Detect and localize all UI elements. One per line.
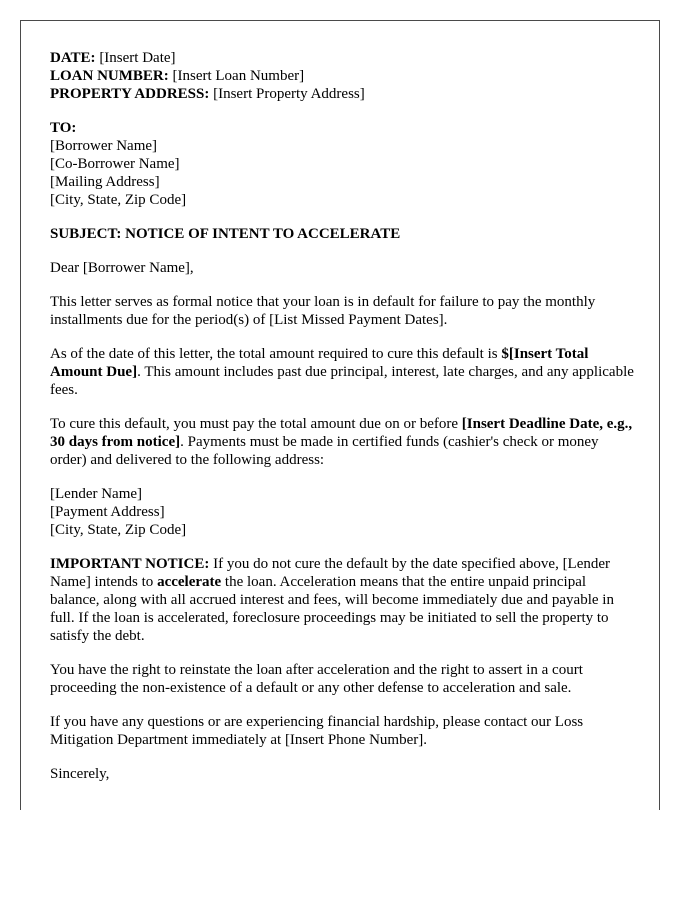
property-address-value: [Insert Property Address] — [209, 86, 365, 102]
paragraph-default-notice: This letter serves as formal notice that your loan is in default for failure to pay the monthly installments due for the period(s) of [List Missed Payment Dates]. — [50, 294, 596, 328]
date-line — [50, 49, 635, 67]
important-notice-label: IMPORTANT NOTICE: — [50, 556, 210, 572]
paragraph-contact: If you have any questions or are experiencing financial hardship, please contact our Loss Mitigation Department immediately at [Insert Phone Number]. — [50, 714, 584, 748]
to-label: TO: — [50, 120, 77, 136]
cure-deadline-bold: [Insert Deadline Date, e.g., 30 days from notice] — [50, 416, 633, 450]
paragraph-reinstate-right: You have the right to reinstate the loan after acceleration and the right to assert in a court proceeding the non-existence of a default or any other defense to acceleration and sale. — [50, 662, 583, 696]
important-notice-text-2: the loan. Acceleration means that the entire unpaid principal balance, along with all accrued interest and fees, will become immediately due and payable in full. If the loan is accelerated, foreclosure proceedings may be initiated to sell the property to satisfy the debt. — [50, 574, 614, 644]
co-borrower-name: [Co-Borrower Name] — [50, 156, 180, 172]
subject-line: SUBJECT: NOTICE OF INTENT TO ACCELERATE — [50, 226, 401, 242]
property-address-line — [50, 85, 635, 103]
city-state-zip: [City, State, Zip Code] — [50, 192, 187, 208]
paragraph-important-notice — [50, 555, 635, 645]
date-label: DATE: — [50, 50, 96, 66]
amount-due-text-before: As of the date of this letter, the total amount required to cure this default is — [50, 346, 502, 362]
paragraph-cure-deadline — [50, 415, 635, 469]
recipient-block — [50, 119, 635, 209]
cure-text-before: To cure this default, you must pay the total amount due on or before — [50, 416, 462, 432]
accelerate-bold: accelerate — [157, 574, 222, 590]
date-value: [Insert Date] — [95, 50, 176, 66]
property-address-label: PROPERTY ADDRESS: — [50, 86, 210, 102]
header-block — [50, 49, 635, 103]
letter-content — [50, 49, 635, 799]
important-notice-text-1: If you do not cure the default by the date specified above, [Lender Name] intends to — [50, 556, 611, 590]
loan-number-value: [Insert Loan Number] — [168, 68, 305, 84]
payment-address: [Payment Address] — [50, 504, 165, 520]
closing: Sincerely, — [50, 766, 110, 782]
amount-due-text-after: . This amount includes past due principal, interest, late charges, and any applicable fees. — [50, 364, 634, 398]
cure-text-after: . Payments must be made in certified funds (cashier's check or money order) and delivered to the following address: — [50, 434, 599, 468]
lender-city-state-zip: [City, State, Zip Code] — [50, 522, 187, 538]
lender-name: [Lender Name] — [50, 486, 143, 502]
mailing-address: [Mailing Address] — [50, 174, 160, 190]
borrower-name: [Borrower Name] — [50, 138, 158, 154]
amount-due-bold: $[Insert Total Amount Due] — [50, 346, 589, 380]
loan-number-label: LOAN NUMBER: — [50, 68, 169, 84]
letter-page — [20, 20, 660, 810]
loan-number-line — [50, 67, 635, 85]
salutation: Dear [Borrower Name], — [50, 260, 194, 276]
lender-address-block — [50, 485, 635, 539]
paragraph-amount-due — [50, 345, 635, 399]
